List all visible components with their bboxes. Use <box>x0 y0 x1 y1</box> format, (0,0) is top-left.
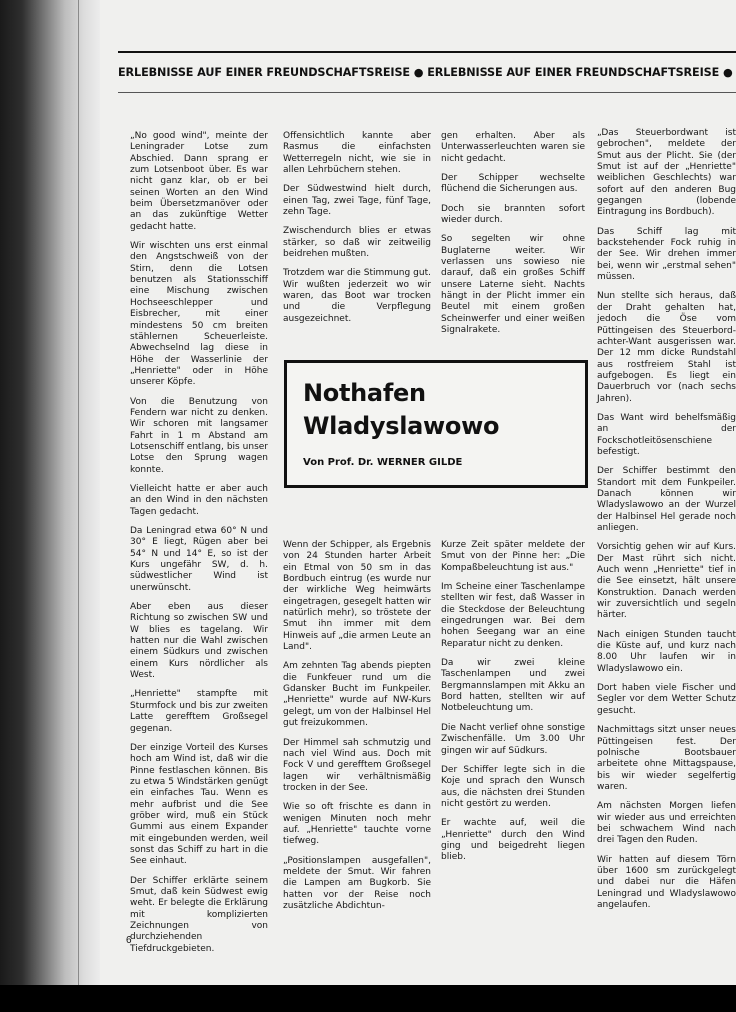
paragraph: „Positionslampen ausgefallen", meldete der Smut. Wir fahren die Lampen am Bugkorb. Sie hatten vor der Reise noch zusätzliche Abdichtun- <box>283 855 431 911</box>
article-title-box <box>284 360 588 488</box>
paragraph: Wir hatten auf diesem Törn über 1600 sm zurückgelegt und dabei nur die Häfen Leningrad und Wladyslawowo angelaufen. <box>597 854 736 910</box>
paragraph: gen erhalten. Aber als Unterwasserleuchten waren sie nicht gedacht. <box>441 131 585 164</box>
paragraph: Wie so oft frischte es dann in wenigen Minuten noch mehr auf. „Henriette" tauchte vorne tiefweg. <box>283 802 431 847</box>
book-gutter <box>0 0 100 985</box>
paragraph: Da Leningrad etwa 60° N und 30° E liegt, Rügen aber bei 54° N und 14° E, so ist der Kurs ungefähr SW, d. h. südwestlicher Wind ist unerwünscht. <box>130 526 268 593</box>
paragraph: Der Schiffer legte sich in die Koje und sprach den Wunsch aus, die nächsten drei Stunden nicht gestört zu werden. <box>441 764 585 809</box>
paragraph: Trotzdem war die Stimmung gut. Wir wußten jederzeit wo wir waren, das Boot war trocken und die Verpflegung ausgezeichnet. <box>283 268 431 324</box>
paragraph: Das Want wird behelfsmäßig an der Fockschotleitösenschiene befestigt. <box>597 412 736 457</box>
paragraph: Der Schiffer bestimmt den Standort mit dem Funkpeiler. Danach können wir Wladyslawowo an der Wurzel der Halbinsel Hel gerade noch anliegen. <box>597 466 736 533</box>
paragraph: Der einzige Vorteil des Kurses hoch am Wind ist, daß wir die Pinne festlaschen können. Bis zu etwa 5 Windstärken genügt ein einfaches Tau. Wenn es mehr aufbrist und die See gröber wird, muß ein Stück Gummi aus einem Expander mit eingebunden werden, weil sonst das Schiff zu hart in die See einhaut. <box>130 742 268 867</box>
paragraph: Er wachte auf, weil die „Henriette" durch den Wind ging und beigedreht liegen blieb. <box>441 818 585 863</box>
article-title-line2: Wladyslawowo <box>303 412 500 440</box>
header-top-rule <box>118 51 736 53</box>
column-2-bottom <box>283 540 431 920</box>
page-edge-line <box>78 0 79 985</box>
header-bottom-rule <box>118 92 736 93</box>
paragraph: Nun stellte sich heraus, daß der Draht gehalten hat, jedoch die Öse vom Püttingeisen des Steuerbord-achter-Want ausgerissen war. Der 12 mm dicke Rundstahl aus rostfreiem Stahl ist aufgebogen. Es liegt ein Dauerbruch vor (nach sechs Jahren). <box>597 291 736 404</box>
paragraph: Der Schiffer erklärte seinem Smut, daß kein Südwest ewig weht. Er belegte die Erklärung mit komplizierten Zeichnungen von durchziehenden Tiefdruckgebieten. <box>130 875 268 954</box>
paragraph: Am zehnten Tag abends piepten die Funkfeuer rund um die Gdansker Bucht im Funkpeiler. „Henriette" wurde auf NW-Kurs gelegt, um von der Halbinsel Hel gut freizukommen. <box>283 661 431 729</box>
paragraph: Dort haben viele Fischer und Segler vor dem Wetter Schutz gesucht. <box>597 683 736 716</box>
paragraph: Die Nacht verlief ohne sonstige Zwischenfälle. Um 3.00 Uhr gingen wir auf Südkurs. <box>441 722 585 756</box>
column-3-top <box>441 131 585 345</box>
paragraph: Nach einigen Stunden taucht die Küste auf, und kurz nach 8.00 Uhr laufen wir in Wladyslawowo ein. <box>597 629 736 674</box>
column-4 <box>597 128 736 919</box>
paragraph: Nachmittags sitzt unser neues Püttingeisen fest. Der polnische Bootsbauer arbeitete ohne Mittagspause, bis wir wieder segelfertig waren. <box>597 725 736 792</box>
paragraph: „No good wind", meinte der Leningrader Lotse zum Abschied. Dann sprang er zum Lotsenboot über. Es war nicht ganz klar, ob er bei seinen Worten an den Wind beim Übersetzmanöver oder an das zukünftige Wetter gedacht hatte. <box>130 131 268 232</box>
paragraph: Im Scheine einer Taschenlampe stellten wir fest, daß Wasser in die Steckdose der Beleuchtung eingedrungen war. Bei dem hohen Seegang war an eine Reparatur nicht zu denken. <box>441 582 585 649</box>
paragraph: Kurze Zeit später meldete der Smut von der Pinne her: „Die Kompaßbeleuchtung ist aus." <box>441 540 585 573</box>
paragraph: Vielleicht hatte er aber auch an den Wind in den nächsten Tagen gedacht. <box>130 483 268 517</box>
paragraph: Wir wischten uns erst einmal den Angstschweiß von der Stirn, denn die Lotsen benutzen als Stationsschiff eine Mischung zwischen Hochseeschlepper und Eisbrecher, mit einer mindestens 50 cm breiten stählernen Scheuerleiste. Abwechselnd lag diese in Höhe der Wasserlinie der „Henriette" oder in Höhe unserer Köpfe. <box>130 241 268 388</box>
page-mark: 6 <box>126 935 132 946</box>
paragraph: Zwischendurch blies er etwas stärker, so daß wir zeitweilig beidrehen mußten. <box>283 226 431 260</box>
paragraph: Offensichtlich kannte aber Rasmus die einfachsten Wetterregeln nicht, wie sie in allen Lehrbüchern stehen. <box>283 131 431 176</box>
article-title-line1: Nothafen <box>303 379 426 407</box>
paragraph: Der Himmel sah schmutzig und nach viel Wind aus. Doch mit Fock V und gerefftem Großsegel lagen wir verhältnismäßig trocken in der See. <box>283 737 431 793</box>
paragraph: Am nächsten Morgen liefen wir wieder aus und erreichten bei schwachem Wind nach drei Tagen den Ruden. <box>597 801 736 846</box>
paragraph: Vorsichtig gehen wir auf Kurs. Der Mast rührt sich nicht. Auch wenn „Henriette" tief in die See einsetzt, hält unsere Konstruktion. Danach werden wir zuversichtlich und segeln härter. <box>597 542 736 621</box>
paragraph: So segelten wir ohne Buglaterne weiter. Wir verlassen uns sowieso nie darauf, daß ein großes Schiff unsere Laterne sieht. Nachts hängt in der Plicht immer ein Beutel mit einem großen Scheinwerfer und einer weißen Signalrakete. <box>441 234 585 336</box>
paragraph: Der Südwestwind hielt durch, einen Tag, zwei Tage, fünf Tage, zehn Tage. <box>283 184 431 218</box>
paragraph: Aber eben aus dieser Richtung so zwischen SW und W blies es tagelang. Wir hatten nur die Wahl zwischen einem Südkurs und zwischen einem Kurs nördlicher als West. <box>130 602 268 681</box>
paragraph: Das Schiff lag mit backstehender Fock ruhig in der See. Wir drehen immer bei, wenn wir „erstmal sehen" müssen. <box>597 226 736 283</box>
paragraph: Da wir zwei kleine Taschenlampen und zwei Bergmannslampen mit Akku an Bord hatten, stellten wir auf Notbeleuchtung um. <box>441 658 585 714</box>
paragraph: Wenn der Schipper, als Ergebnis von 24 Stunden harter Arbeit ein Etmal von 50 sm in das Bordbuch eintrug (es wurde nur der wirkliche Weg heimwärts eingetragen, gesegelt hatten wir natürlich mehr), so tröstete der Smut ihn immer mit dem Hinweis auf „die armen Leute an Land". <box>283 540 431 653</box>
paragraph: Von die Benutzung von Fendern war nicht zu denken. Wir schoren mit langsamer Fahrt in 1 m Abstand am Lotsenschiff entlang, bis unser Lotse den Sprung wagen konnte. <box>130 396 268 475</box>
column-3-bottom <box>441 540 585 872</box>
paragraph: „Das Steuerbordwant ist gebrochen", meldete der Smut aus der Plicht. Sie (der Smut ist auf der „Henriette" weiblichen Geschlechts) war sofort auf den anderen Bug gegangen (lobende Eintragung ins Bordbuch). <box>597 128 736 218</box>
column-2-top <box>283 131 431 333</box>
paragraph: Doch sie brannten sofort wieder durch. <box>441 203 585 226</box>
paragraph: „Henriette" stampfte mit Sturmfock und bis zur zweiten Latte gerefftem Großsegel gegenan. <box>130 689 268 734</box>
article-byline: Von Prof. Dr. WERNER GILDE <box>303 457 463 468</box>
paragraph: Der Schipper wechselte flüchend die Sicherungen aus. <box>441 173 585 195</box>
column-1 <box>130 131 268 963</box>
running-head: ERLEBNISSE AUF EINER FREUNDSCHAFTSREISE ● ERLEBNISSE AUF EINER FREUNDSCHAFTSREISE ● <box>118 66 733 79</box>
